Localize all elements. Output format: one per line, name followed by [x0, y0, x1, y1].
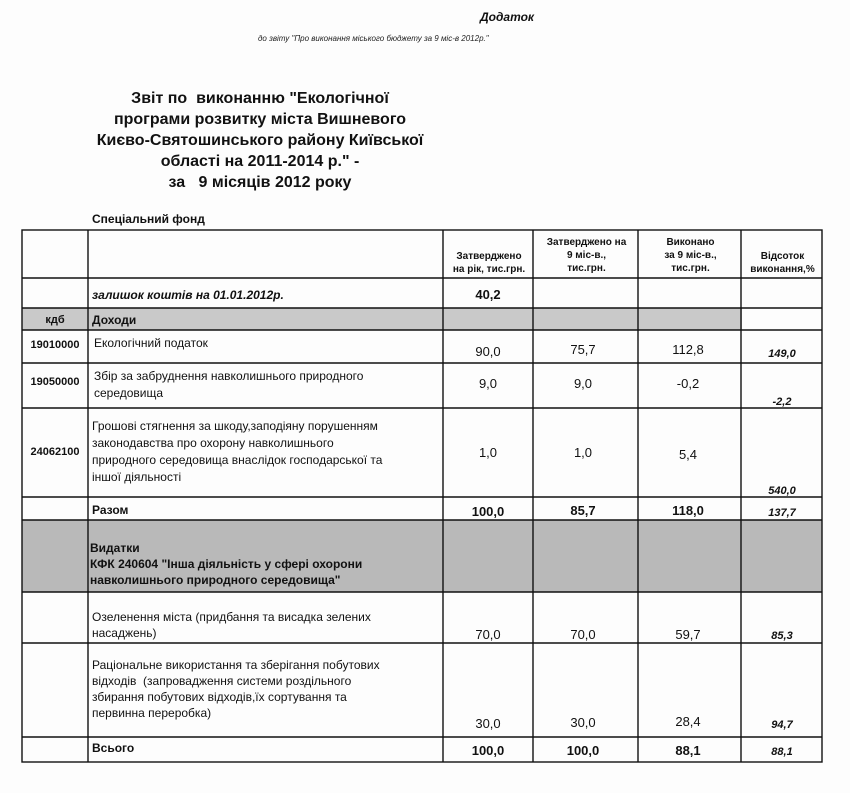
income-name: Грошові стягнення за шкоду,заподіяну порушенням: [92, 419, 378, 433]
income-pct: 149,0: [768, 348, 796, 360]
addendum-subtitle: до звіту "Про виконання міського бюджету за 9 міс-в 2012р.": [258, 34, 489, 43]
grand-total-pct: 88,1: [771, 746, 793, 758]
expense-section-line: Видатки: [90, 541, 140, 555]
income-exec: -0,2: [676, 376, 700, 391]
income-year: 90,0: [475, 344, 501, 359]
income-code: 19010000: [30, 339, 80, 351]
addendum-label: Додаток: [480, 10, 535, 24]
income-exec: 112,8: [672, 342, 704, 357]
header-line: Затверджено на: [546, 237, 627, 248]
balance-label: залишок коштів на 01.01.2012р.: [92, 288, 284, 302]
income-exec: 5,4: [678, 447, 698, 462]
income-code-label: кдб: [45, 314, 65, 326]
income-9m: 1,0: [573, 445, 593, 460]
expense-name: Озеленення міста (придбання та висадка зелених: [92, 610, 371, 624]
income-name: Збір за забруднення навколишнього природного: [94, 369, 364, 383]
expense-exec: 59,7: [675, 627, 701, 642]
income-name: іншої діяльності: [92, 470, 182, 484]
header-line: на рік, тис.грн.: [452, 264, 526, 275]
header-line: за 9 міс-в.,: [664, 250, 717, 261]
income-code: 24062100: [30, 446, 80, 458]
income-9m: 9,0: [573, 376, 593, 391]
col-percent: [743, 250, 822, 276]
expense-9m: 30,0: [570, 715, 596, 730]
expense-name: первинна переробка): [92, 706, 212, 720]
title-line: Звіт по виконанню "Екологічної: [131, 90, 389, 107]
expense-9m: 70,0: [570, 627, 596, 642]
expense-name: Раціональне використання та зберігання побутових: [92, 658, 380, 672]
col-executed-9m: [640, 236, 741, 275]
expense-pct: 94,7: [771, 719, 793, 731]
income-9m: 75,7: [570, 342, 596, 357]
income-year: 9,0: [478, 376, 498, 391]
fund-label: Спеціальний фонд: [92, 212, 205, 226]
income-name: законодавства про охорону навколишнього: [92, 436, 334, 450]
title-line: програми розвитку міста Вишневого: [113, 111, 407, 128]
income-total-label: Разом: [92, 503, 129, 517]
col-approved-year: [445, 250, 533, 276]
header-line: Відсоток: [760, 251, 805, 262]
header-line: виконання,%: [750, 264, 815, 275]
income-pct: -2,2: [772, 396, 792, 408]
expense-pct: 85,3: [771, 630, 793, 642]
income-total-exec: 118,0: [672, 503, 704, 518]
header-line: Виконано: [666, 237, 715, 248]
income-section-label: Доходи: [92, 313, 137, 327]
grand-total-exec: 88,1: [675, 743, 701, 758]
expense-exec: 28,4: [675, 714, 701, 729]
title-line: за 9 місяців 2012 року: [168, 174, 352, 191]
income-pct: 540,0: [768, 485, 796, 497]
title-line: області на 2011-2014 р." -: [160, 153, 360, 170]
header-line: 9 міс-в.,: [566, 250, 607, 261]
expense-name: збирання побутових відходів,їх сортування та: [92, 690, 347, 704]
grand-total-year: 100,0: [471, 743, 505, 758]
expense-name: насаджень): [92, 626, 157, 640]
header-line: тис.грн.: [567, 263, 606, 274]
income-total-9m: 85,7: [570, 503, 596, 518]
income-name: середовища: [94, 386, 164, 400]
expense-year: 30,0: [475, 716, 501, 731]
income-code: 19050000: [30, 376, 80, 388]
income-name: природного середовища внаслідок господарської та: [92, 453, 383, 467]
expense-section-line: навколишнього природного середовища": [90, 573, 341, 587]
col-approved-9m: [535, 236, 638, 275]
income-total-year: 100,0: [471, 504, 505, 519]
title-line: Києво-Святошинського району Київської: [96, 132, 424, 149]
income-total-pct: 137,7: [768, 507, 796, 519]
grand-total-label: Всього: [92, 741, 135, 755]
grand-total-9m: 100,0: [566, 743, 600, 758]
balance-value: 40,2: [475, 287, 501, 302]
expense-section-line: КФК 240604 "Інша діяльність у сфері охорони: [90, 557, 363, 571]
income-year: 1,0: [478, 445, 498, 460]
expense-year: 70,0: [475, 627, 501, 642]
income-name: Екологічний податок: [94, 336, 208, 350]
expense-name: відходів (запровадження системи роздільного: [92, 674, 352, 688]
header-line: тис.грн.: [671, 263, 710, 274]
header-line: Затверджено: [456, 251, 522, 262]
